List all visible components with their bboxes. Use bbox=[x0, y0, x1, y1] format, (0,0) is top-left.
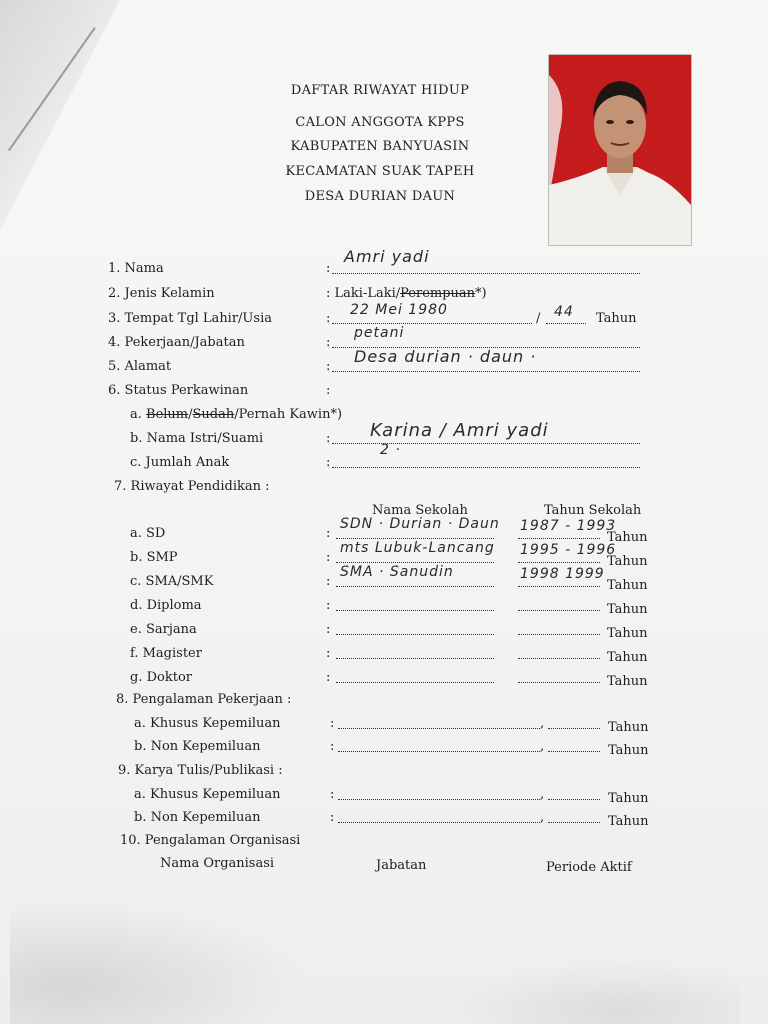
comma: , bbox=[540, 787, 545, 802]
section-organization: 10. Pengalaman Organisasi bbox=[120, 833, 301, 848]
colon: : bbox=[326, 383, 331, 398]
edu-level-label: b. SMP bbox=[130, 550, 178, 565]
pubs-row-label: b. Non Kepemiluan bbox=[134, 810, 261, 825]
edu-year-value[interactable]: 1998 1999 bbox=[520, 566, 605, 582]
doc-subtitle: KABUPATEN BANYUASIN bbox=[290, 139, 470, 154]
section-education: 7. Riwayat Pendidikan : bbox=[114, 479, 270, 494]
doc-title: DAFTAR RIWAYAT HIDUP bbox=[290, 83, 470, 98]
colon: : bbox=[326, 431, 331, 446]
field-label-spouse: b. Nama Istri/Suami bbox=[130, 431, 264, 446]
spouse-value[interactable]: Karina / Amri yadi bbox=[370, 420, 549, 441]
marital-sep: / bbox=[188, 407, 193, 422]
edu-year-unit: Tahun bbox=[607, 674, 648, 689]
age-value[interactable]: 44 bbox=[554, 304, 574, 320]
colon: : bbox=[326, 311, 331, 326]
colon: : bbox=[326, 526, 331, 541]
name-value[interactable]: Amri yadi bbox=[344, 247, 430, 266]
gender-options bbox=[326, 286, 487, 301]
edu-level-label: c. SMA/SMK bbox=[130, 574, 214, 589]
gender-suffix: *) bbox=[475, 286, 487, 301]
work-row-label: b. Non Kepemiluan bbox=[134, 739, 261, 754]
work-row-line[interactable] bbox=[338, 728, 540, 729]
edu-school-line bbox=[336, 538, 494, 539]
edu-year-value[interactable]: 1987 - 1993 bbox=[520, 518, 617, 534]
edu-year-unit: Tahun bbox=[607, 650, 648, 665]
colon: : bbox=[326, 574, 331, 589]
comma: , bbox=[540, 739, 545, 754]
edu-year-unit: Tahun bbox=[607, 530, 648, 545]
scan-smudge bbox=[10, 900, 310, 1024]
field-label-gender: 2. Jenis Kelamin bbox=[108, 286, 215, 301]
spouse-line bbox=[332, 443, 640, 444]
edu-school-value[interactable]: SMA · Sanudin bbox=[340, 564, 454, 580]
address-value[interactable]: Desa durian · daun · bbox=[354, 347, 537, 366]
comma: , bbox=[540, 810, 545, 825]
marital-prefix: a. bbox=[130, 407, 147, 422]
col-year-header: Tahun Sekolah bbox=[544, 503, 642, 518]
birth-line bbox=[332, 323, 532, 324]
work-year-line[interactable] bbox=[548, 728, 600, 729]
col-org-role-header: Jabatan bbox=[376, 858, 427, 873]
work-row-label: a. Khusus Kepemiluan bbox=[134, 716, 281, 731]
address-line bbox=[332, 371, 640, 372]
field-label-address: 5. Alamat bbox=[108, 359, 172, 374]
edu-school-line bbox=[336, 658, 494, 659]
pubs-year-line[interactable] bbox=[548, 822, 600, 823]
marital-struck-option: Sudah bbox=[192, 407, 235, 422]
section-publications: 9. Karya Tulis/Publikasi : bbox=[118, 763, 283, 778]
colon: : bbox=[330, 716, 335, 731]
field-label-children: c. Jumlah Anak bbox=[130, 455, 230, 470]
gender-struck-option: Perempuan bbox=[400, 286, 476, 301]
field-label-job: 4. Pekerjaan/Jabatan bbox=[108, 335, 245, 350]
colon: : bbox=[326, 359, 331, 374]
edu-year-unit: Tahun bbox=[607, 602, 648, 617]
colon: : bbox=[326, 622, 331, 637]
edu-year-unit: Tahun bbox=[607, 554, 648, 569]
pubs-row-line[interactable] bbox=[338, 799, 540, 800]
colon: : bbox=[330, 787, 335, 802]
marital-rest: /Pernah Kawin*) bbox=[234, 407, 343, 422]
marital-options bbox=[130, 407, 342, 422]
pubs-year-unit: Tahun bbox=[608, 791, 649, 806]
field-label-birth: 3. Tempat Tgl Lahir/Usia bbox=[108, 311, 272, 326]
doc-subtitle: KECAMATAN SUAK TAPEH bbox=[285, 164, 475, 179]
birth-date-value[interactable]: 22 Mei 1980 bbox=[350, 302, 448, 318]
edu-year-line bbox=[518, 538, 600, 539]
edu-year-line bbox=[518, 634, 600, 635]
name-line bbox=[332, 273, 640, 274]
colon: : bbox=[326, 646, 331, 661]
col-org-name-header: Nama Organisasi bbox=[160, 856, 275, 871]
colon: : bbox=[330, 739, 335, 754]
age-unit: Tahun bbox=[596, 311, 637, 326]
children-line bbox=[332, 467, 640, 468]
pubs-year-unit: Tahun bbox=[608, 814, 649, 829]
scan-smudge bbox=[440, 960, 740, 1024]
colon: : bbox=[326, 550, 331, 565]
children-value[interactable]: 2 · bbox=[380, 442, 401, 458]
age-line bbox=[546, 323, 586, 324]
edu-school-line bbox=[336, 586, 494, 587]
colon: : bbox=[326, 670, 331, 685]
edu-level-label: e. Sarjana bbox=[130, 622, 197, 637]
colon: : bbox=[326, 335, 331, 350]
edu-school-line bbox=[336, 610, 494, 611]
edu-year-value[interactable]: 1995 - 1996 bbox=[520, 542, 617, 558]
work-year-unit: Tahun bbox=[608, 720, 649, 735]
edu-year-line bbox=[518, 682, 600, 683]
gender-prefix: : Laki-Laki/ bbox=[326, 286, 401, 301]
doc-subtitle: CALON ANGGOTA KPPS bbox=[295, 115, 465, 130]
edu-school-value[interactable]: mts Lubuk-Lancang bbox=[340, 540, 495, 556]
colon: : bbox=[326, 261, 331, 276]
edu-year-line bbox=[518, 610, 600, 611]
edu-year-line bbox=[518, 562, 600, 563]
edu-school-line bbox=[336, 562, 494, 563]
edu-level-label: f. Magister bbox=[130, 646, 202, 661]
work-year-unit: Tahun bbox=[608, 743, 649, 758]
edu-level-label: d. Diploma bbox=[130, 598, 202, 613]
work-row-line[interactable] bbox=[338, 751, 540, 752]
section-work: 8. Pengalaman Pekerjaan : bbox=[116, 692, 292, 707]
doc-subtitle: DESA DURIAN DAUN bbox=[304, 189, 456, 204]
field-label-name: 1. Nama bbox=[108, 261, 164, 276]
birth-slash: / bbox=[536, 311, 541, 326]
applicant-photo bbox=[548, 54, 692, 246]
edu-year-line bbox=[518, 586, 600, 587]
comma: , bbox=[540, 716, 545, 731]
edu-year-unit: Tahun bbox=[607, 578, 648, 593]
edu-level-label: g. Doktor bbox=[130, 670, 192, 685]
edu-school-value[interactable]: SDN · Durian · Daun bbox=[340, 516, 500, 532]
edu-level-label: a. SD bbox=[130, 526, 166, 541]
colon: : bbox=[330, 810, 335, 825]
colon: : bbox=[326, 455, 331, 470]
job-value[interactable]: petani bbox=[354, 325, 405, 341]
edu-year-unit: Tahun bbox=[607, 626, 648, 641]
edu-year-line bbox=[518, 658, 600, 659]
pubs-row-line[interactable] bbox=[338, 822, 540, 823]
pubs-row-label: a. Khusus Kepemiluan bbox=[134, 787, 281, 802]
pubs-year-line[interactable] bbox=[548, 799, 600, 800]
page-fold-shadow bbox=[0, 0, 120, 230]
col-org-period-header: Periode Aktif bbox=[546, 860, 632, 875]
edu-school-line bbox=[336, 682, 494, 683]
edu-school-line bbox=[336, 634, 494, 635]
field-label-marital: 6. Status Perkawinan bbox=[108, 383, 249, 398]
work-year-line[interactable] bbox=[548, 751, 600, 752]
marital-struck-option: Belum bbox=[146, 407, 189, 422]
colon: : bbox=[326, 598, 331, 613]
col-school-header: Nama Sekolah bbox=[372, 503, 468, 518]
